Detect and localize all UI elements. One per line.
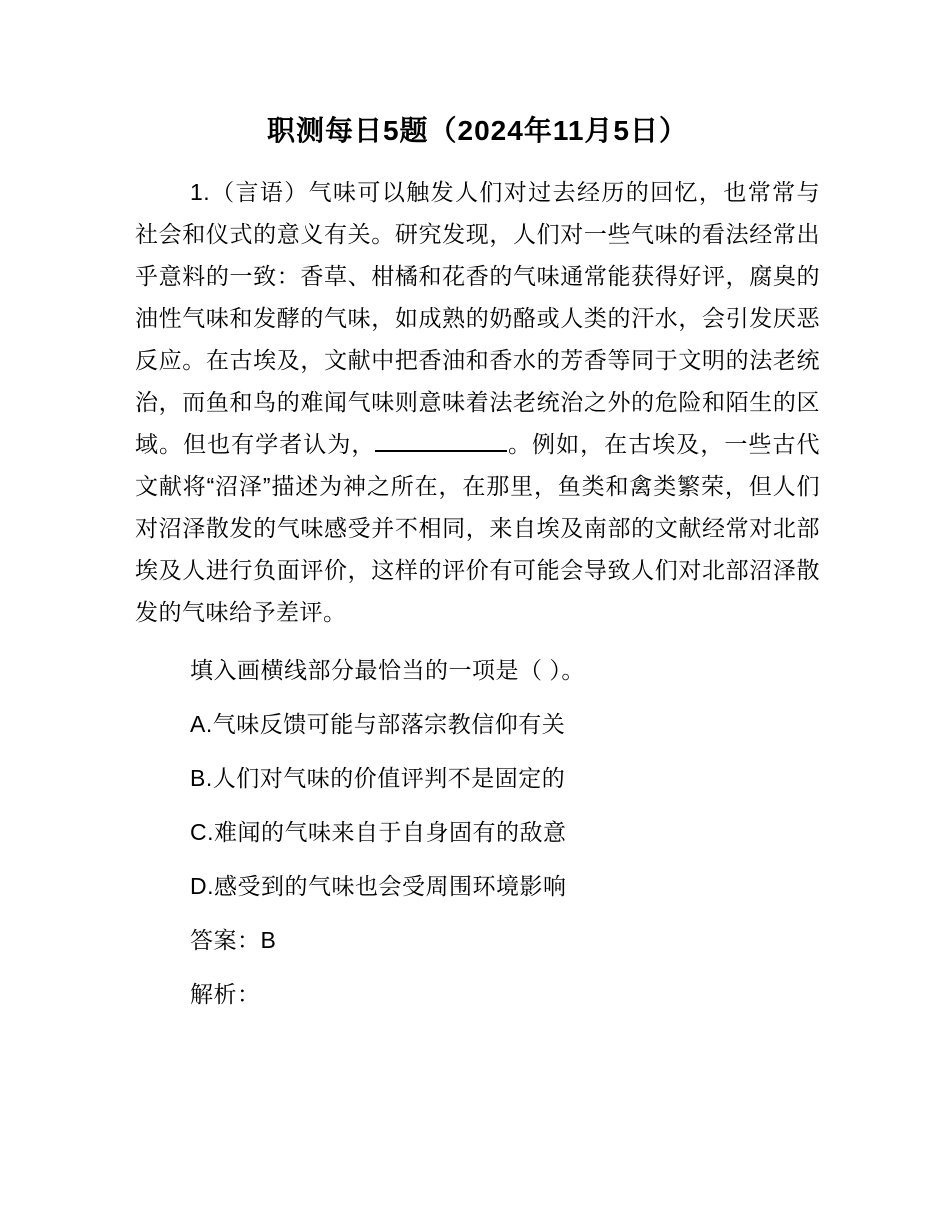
- page-title: 职测每日5题（2024年11月5日）: [266, 115, 689, 146]
- option-b: [135, 757, 820, 799]
- question-passage: [135, 171, 820, 633]
- option-a-label: A.: [190, 711, 213, 737]
- option-c-label: C.: [190, 819, 214, 845]
- analysis-row: [135, 973, 820, 1015]
- passage-text-before-blank: 1.（言语）气味可以触发人们对过去经历的回忆，也常常与社会和仪式的意义有关。研究发现，人们对一些气味的看法经常出乎意料的一致：香草、柑橘和花香的气味通常能获得好评，腐臭的油性气味和发酵的气味，如成熟的奶酪或人类的汗水，会引发厌恶反应。在古埃及，文献中把香油和香水的芳香等同于文明的法老统治，而鱼和鸟的难闻气味则意味着法老统治之外的危险和陌生的区域。但也有学者认为，: [135, 179, 820, 457]
- answer-value: B: [260, 927, 277, 953]
- option-c-text: 难闻的气味来自于自身固有的敌意: [214, 819, 567, 845]
- fill-in-blank-underline: [375, 446, 507, 452]
- analysis-label: 解析：: [190, 981, 261, 1007]
- option-d-text: 感受到的气味也会受周围环境影响: [214, 873, 567, 899]
- passage-text-after-blank: 。例如，在古埃及，一些古代文献将“沼泽”描述为神之所在，在那里，鱼类和禽类繁荣，但人们对沼泽散发的气味感受并不相同，来自埃及南部的文献经常对北部埃及人进行负面评价，这样的评价有可能会导致人们对北部沼泽散发的气味给予差评。: [135, 431, 821, 625]
- option-b-label: B.: [190, 765, 213, 791]
- answer-label: 答案：: [190, 927, 261, 953]
- option-b-text: 人们对气味的价值评判不是固定的: [212, 765, 566, 791]
- option-d: [135, 865, 820, 907]
- option-a-text: 气味反馈可能与部落宗教信仰有关: [212, 711, 566, 737]
- option-a: [135, 703, 820, 745]
- option-c: [135, 811, 820, 853]
- option-d-label: D.: [190, 873, 214, 899]
- answer-row: [135, 919, 820, 961]
- question-prompt: 填入画横线部分最恰当的一项是（ ）。: [190, 657, 585, 683]
